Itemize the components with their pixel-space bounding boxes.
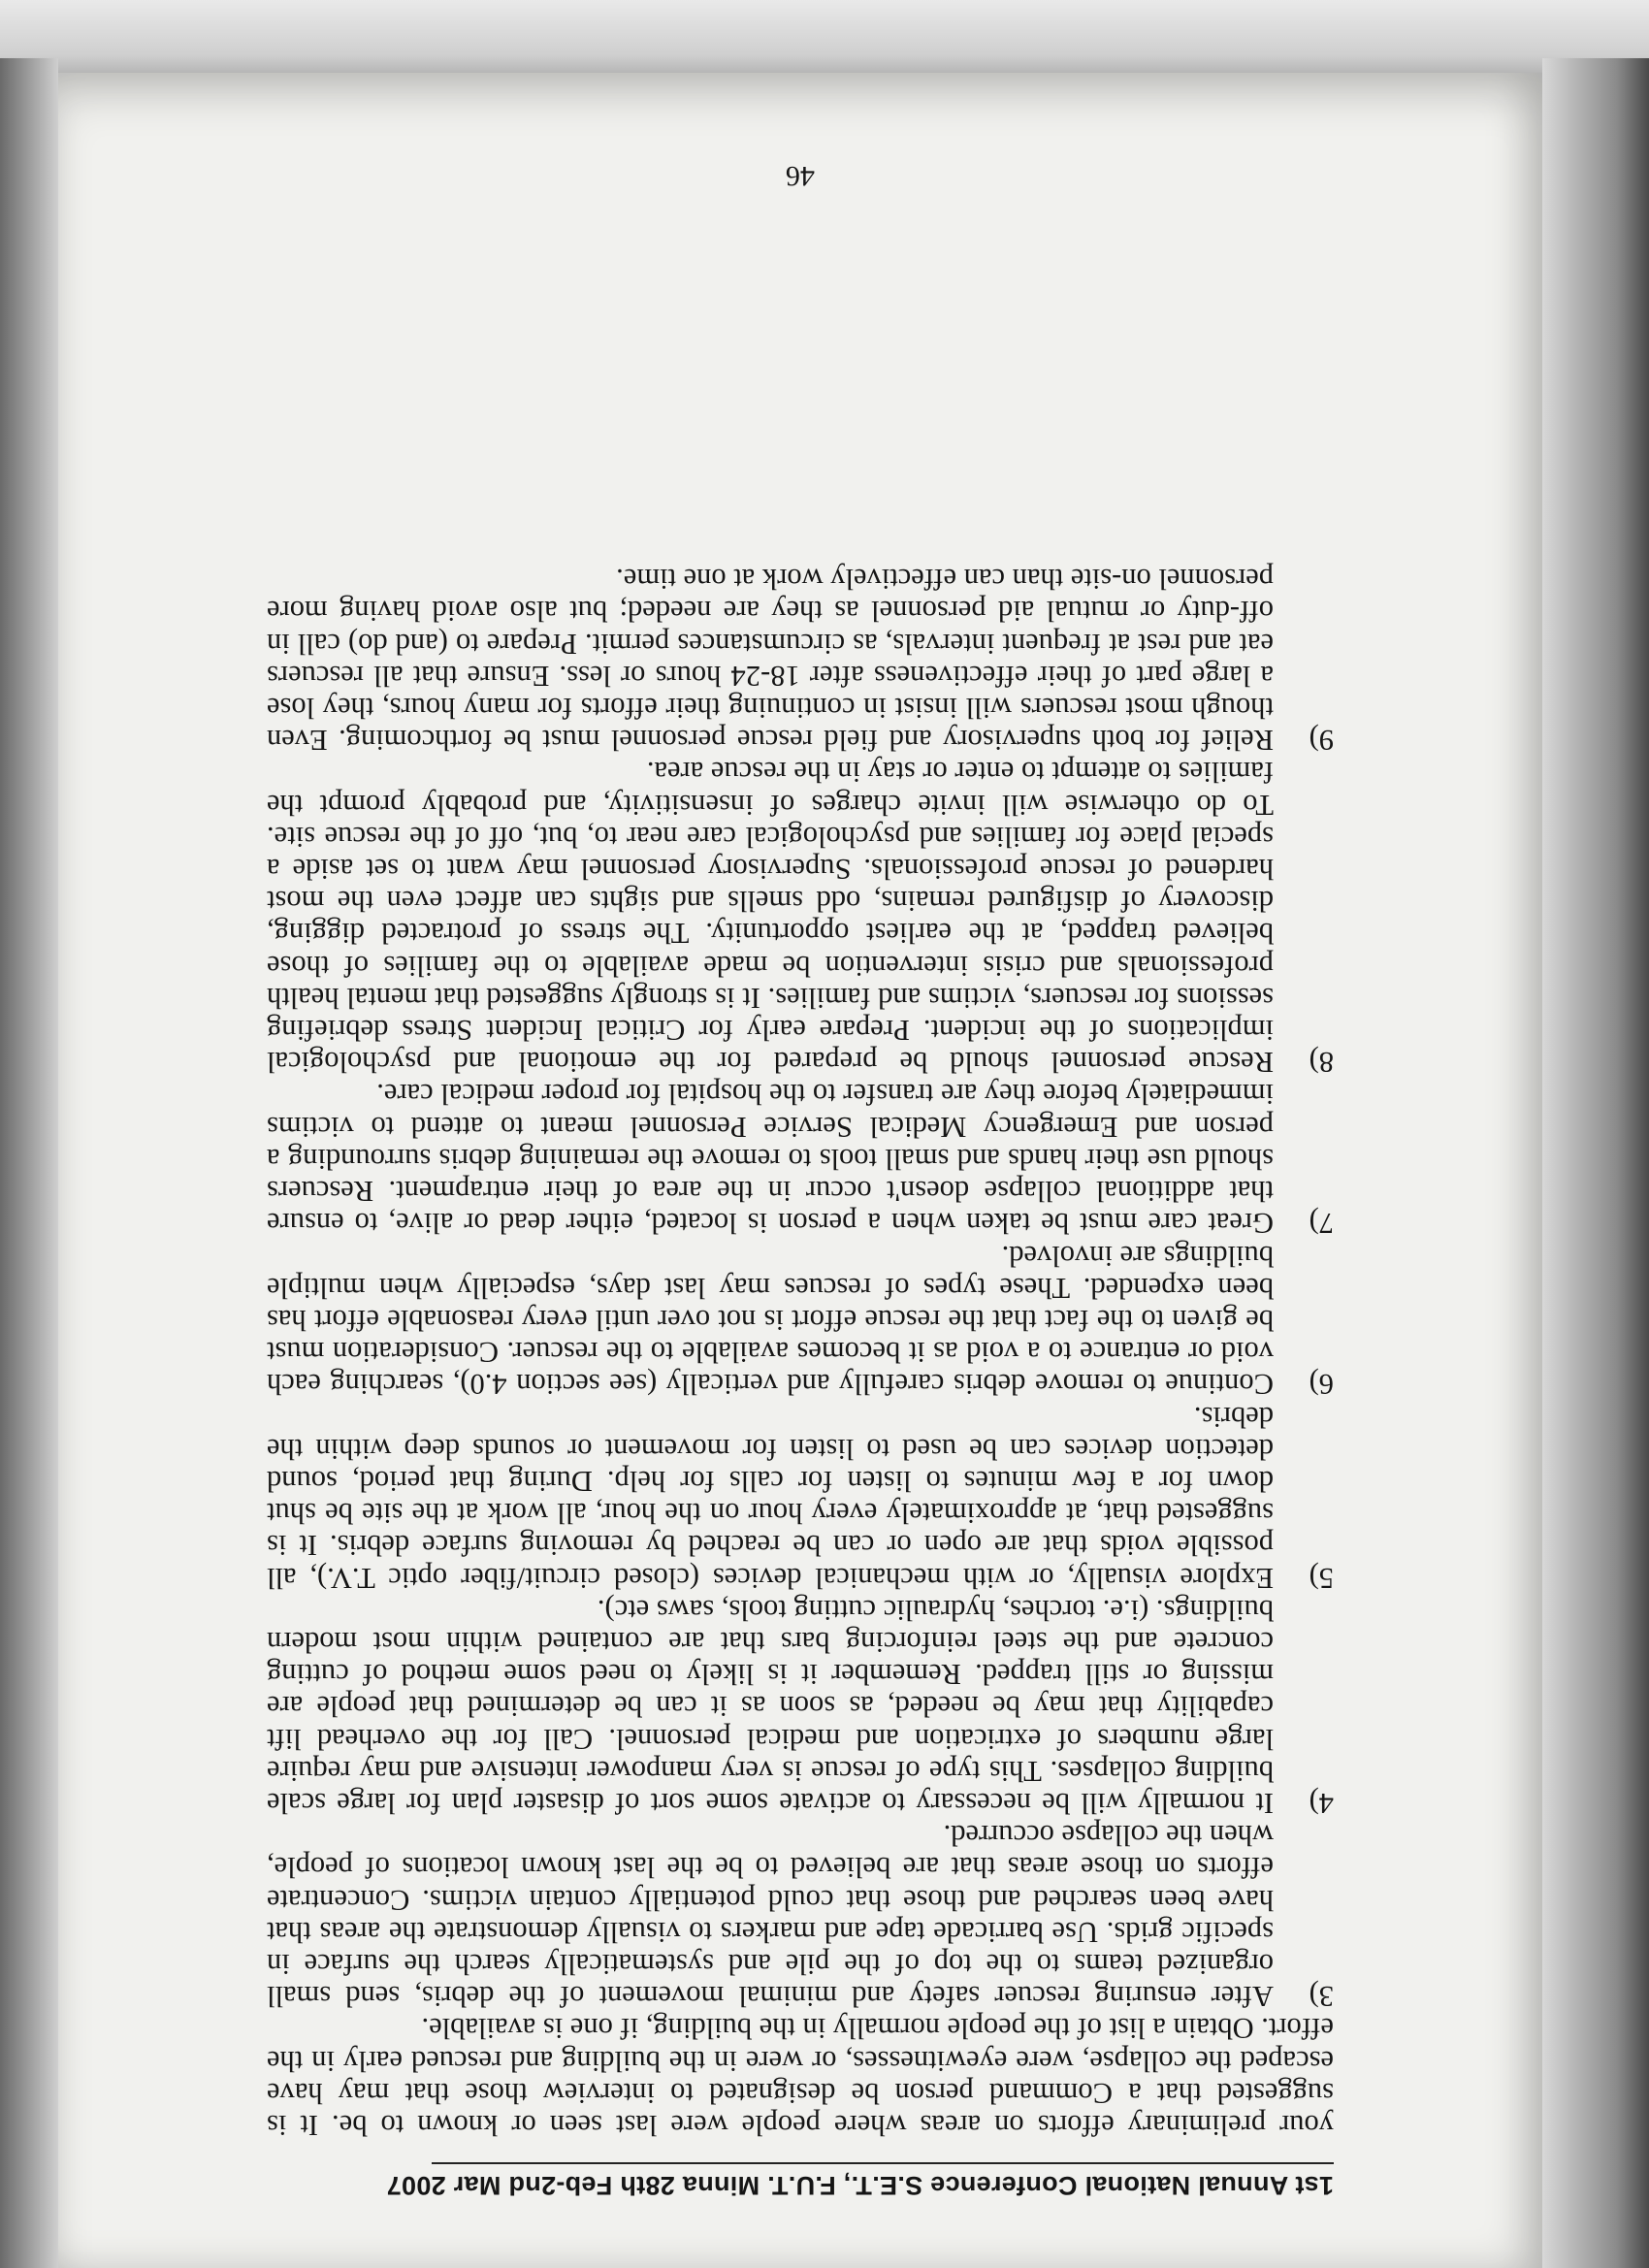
- body-text: [267, 563, 1334, 2141]
- page-rotated-180: [58, 73, 1542, 2268]
- scanner-edge-right: [1542, 58, 1649, 2268]
- list-item-5: [267, 1400, 1334, 1593]
- item-text: Great care must be taken when a person is located, either dead or alive, to ensure that additional collapse doesn't occur in the area of their entrapment. Rescuers should use their hands and small tools to remove the remaining debris surrounding a person and Emergency Medical Service Personnel meant to attend to victims immediately before they are transfer to the hospital for proper medical care.: [267, 1078, 1274, 1241]
- item-text: Rescue personnel should be prepared for the emotional and psychological implications of the incident. Prepare early for Critical Incident Stress debriefing sessions for rescuers, victims and families. It is strongly suggested that mental health professionals and crisis intervention be made available to the families of those believed trapped, at the earliest opportunity. The stress of protracted digging, discovery of disfigured remains, odd smells and sights can affect even the most hardened of rescue professionals. Supervisory personnel may want to set aside a special place for families and psychological care near to, but, off of the rescue site. To do otherwise will invite charges of insensitivity, and probably prompt the families to attempt to enter or stay in the rescue area.: [267, 756, 1274, 1080]
- item-number: 4): [1309, 1786, 1334, 1820]
- item-number: 9): [1309, 724, 1334, 758]
- item-number: 5): [1309, 1561, 1334, 1595]
- list-item-3: [267, 1819, 1334, 2012]
- item-text: Relief for both supervisory and field rescue personnel must be forthcoming. Even though most rescuers will insist in continuing their efforts for many hours, they lose a large part of their effectiveness after 18-24 hours or less. Ensure that all rescuers eat and rest at frequent intervals, as circumstances permit. Prepare to (and do) call in off-duty or mutual aid personnel as they are needed; but also avoid having more personnel on-site than can effectively work at one time.: [267, 563, 1274, 758]
- list-item-9: [267, 563, 1334, 756]
- item-text: After ensuring rescuer safety and minimal movement of the debris, send small organized teams to the top of the pile and systematically search the surface in specific grids. Use barricade tape and markers to visually demonstrate the areas that have been searched and those that could potentially contain victims. Concentrate efforts on those areas that are believed to be the last known locations of people, when the collapse occurred.: [267, 1819, 1274, 2014]
- document-page: [58, 73, 1542, 2268]
- intro-paragraph: your preliminary efforts on areas where people were last seen or known to be. It is suggested that a Command person be designated to interview those that may have escaped the collapse, were eyewitnesses, or were in the building and rescued early in the effort. Obtain a list of the people normally in the building, if one is available.: [267, 2012, 1334, 2142]
- list-item-8: [267, 756, 1334, 1078]
- page-content: [267, 160, 1334, 2200]
- list-item-4: [267, 1594, 1334, 1819]
- item-text: It normally will be necessary to activate some sort of disaster plan for large scale building collapses. This type of rescue is very manpower intensive and may require large numbers of extrication and medical personnel. Call for the overhead lift capability that may be needed, as soon as it can be determined that people are missing or still trapped. Remember it is likely to need some method of cutting concrete and the steel reinforcing bars that are contained within most modern buildings. (i.e. torches, hydraulic cutting tools, saws etc).: [267, 1593, 1274, 1820]
- item-number: 7): [1309, 1207, 1334, 1241]
- page-number: 46: [786, 160, 815, 192]
- header-text: 1st Annual National Conference S.E.T., F.U.T. Minna 28th Feb-2nd Mar 2007: [386, 2171, 1334, 2200]
- scanner-edge-left: [0, 58, 58, 2268]
- item-number: 6): [1309, 1368, 1334, 1402]
- item-text: Explore visually, or with mechanical devices (closed circuit/fiber optic T.V.), all possible voids that are open or can be reached by removing surface debris. It is suggested that, at approximately every hour on the hour, all work at the site be shut down for a few minutes to listen for calls for help. During that period, sound detection devices can be used to listen for movement or sounds deep within the debris.: [267, 1400, 1274, 1595]
- running-header: [386, 2162, 1334, 2200]
- item-number: 3): [1309, 1980, 1334, 2014]
- item-text: Continue to remove debris carefully and vertically (see section 4.0), searching each void or entrance to a void as it becomes available to the rescuer. Consideration must be given to the fact that the rescue effort is not over until every reasonable effort has been expended. These types of rescues may last days, especially when multiple buildings are involved.: [267, 1239, 1274, 1402]
- item-number: 8): [1309, 1046, 1334, 1080]
- list-item-7: [267, 1078, 1334, 1239]
- list-item-6: [267, 1239, 1334, 1400]
